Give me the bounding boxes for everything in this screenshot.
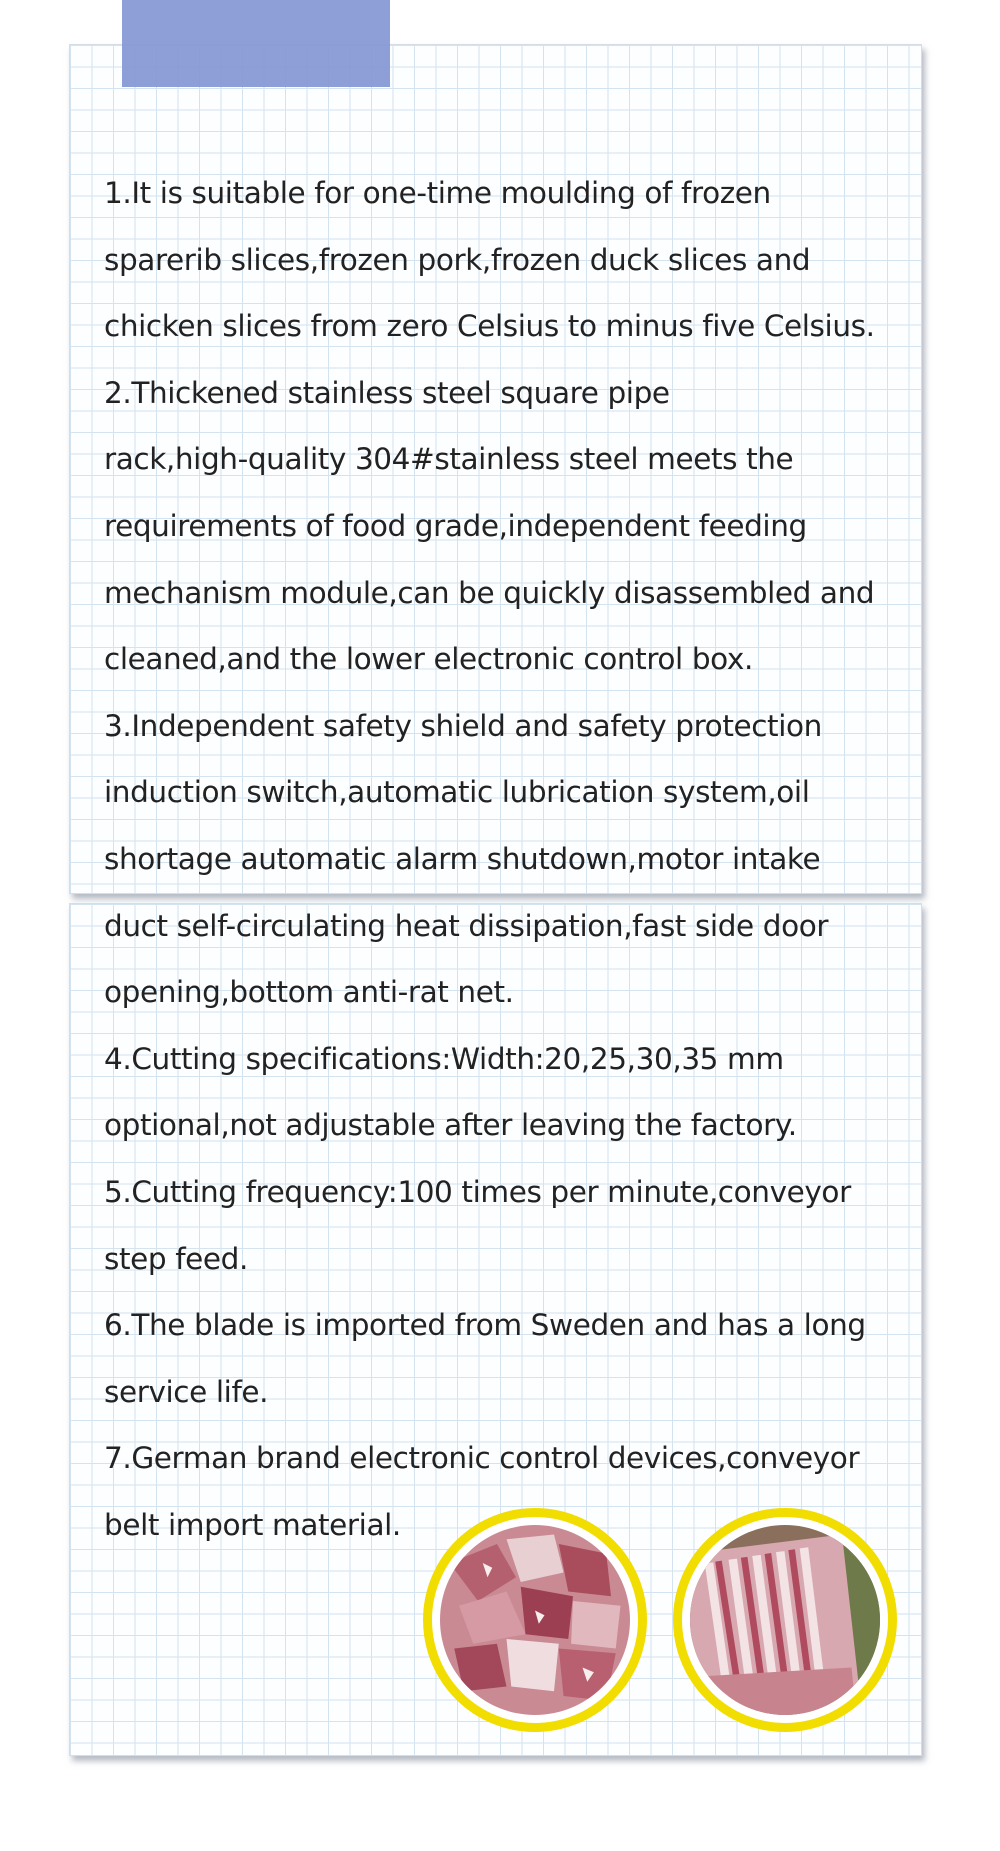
text-line: 7.German brand electronic control devices,conveyor [104, 1441, 860, 1476]
text-line: mechanism module,can be quickly disassembled and [104, 575, 875, 610]
text-line: step feed. [104, 1241, 248, 1276]
text-line: 1.It is suitable for one-time moulding of frozen [104, 176, 771, 210]
text-line: optional,not adjustable after leaving the factory. [104, 1108, 797, 1143]
text-line: service life. [104, 1374, 269, 1409]
text-line: sparerib slices,frozen pork,frozen duck slices and [104, 242, 811, 277]
text-line: 4.Cutting specifications:Width:20,25,30,35 mm [104, 1041, 784, 1076]
text-line: requirements of food grade,independent feeding [104, 508, 807, 543]
feature-item-3 [104, 693, 894, 1026]
text-line: induction switch,automatic lubrication system,oil [104, 775, 810, 810]
feature-item-6 [104, 1292, 894, 1425]
header-tab-block [122, 0, 390, 87]
feature-item-1 [104, 160, 894, 360]
feature-list [104, 160, 894, 1558]
text-line: chicken slices from zero Celsius to minus five Celsius. [104, 309, 875, 344]
diced-pork-photo-icon [423, 1508, 647, 1732]
feature-item-4 [104, 1026, 894, 1159]
text-line: rack,high-quality 304#stainless steel meets the [104, 442, 794, 477]
text-line: 3.Independent safety shield and safety protection [104, 708, 822, 743]
text-line: 5.Cutting frequency:100 times per minute,conveyor [104, 1174, 851, 1209]
feature-item-2 [104, 360, 894, 693]
text-line: cleaned,and the lower electronic control box. [104, 642, 753, 677]
text-line: 2.Thickened stainless steel square pipe [104, 375, 670, 410]
lamb-rack-photo-icon [673, 1508, 897, 1732]
text-line: opening,bottom anti-rat net. [104, 975, 514, 1010]
text-line: duct self-circulating heat dissipation,fast side door [104, 908, 829, 943]
text-line: 6.The blade is imported from Sweden and has a long [104, 1308, 866, 1343]
text-line: belt import material. [104, 1507, 401, 1542]
text-line: shortage automatic alarm shutdown,motor intake [104, 841, 821, 876]
feature-item-5 [104, 1159, 894, 1292]
